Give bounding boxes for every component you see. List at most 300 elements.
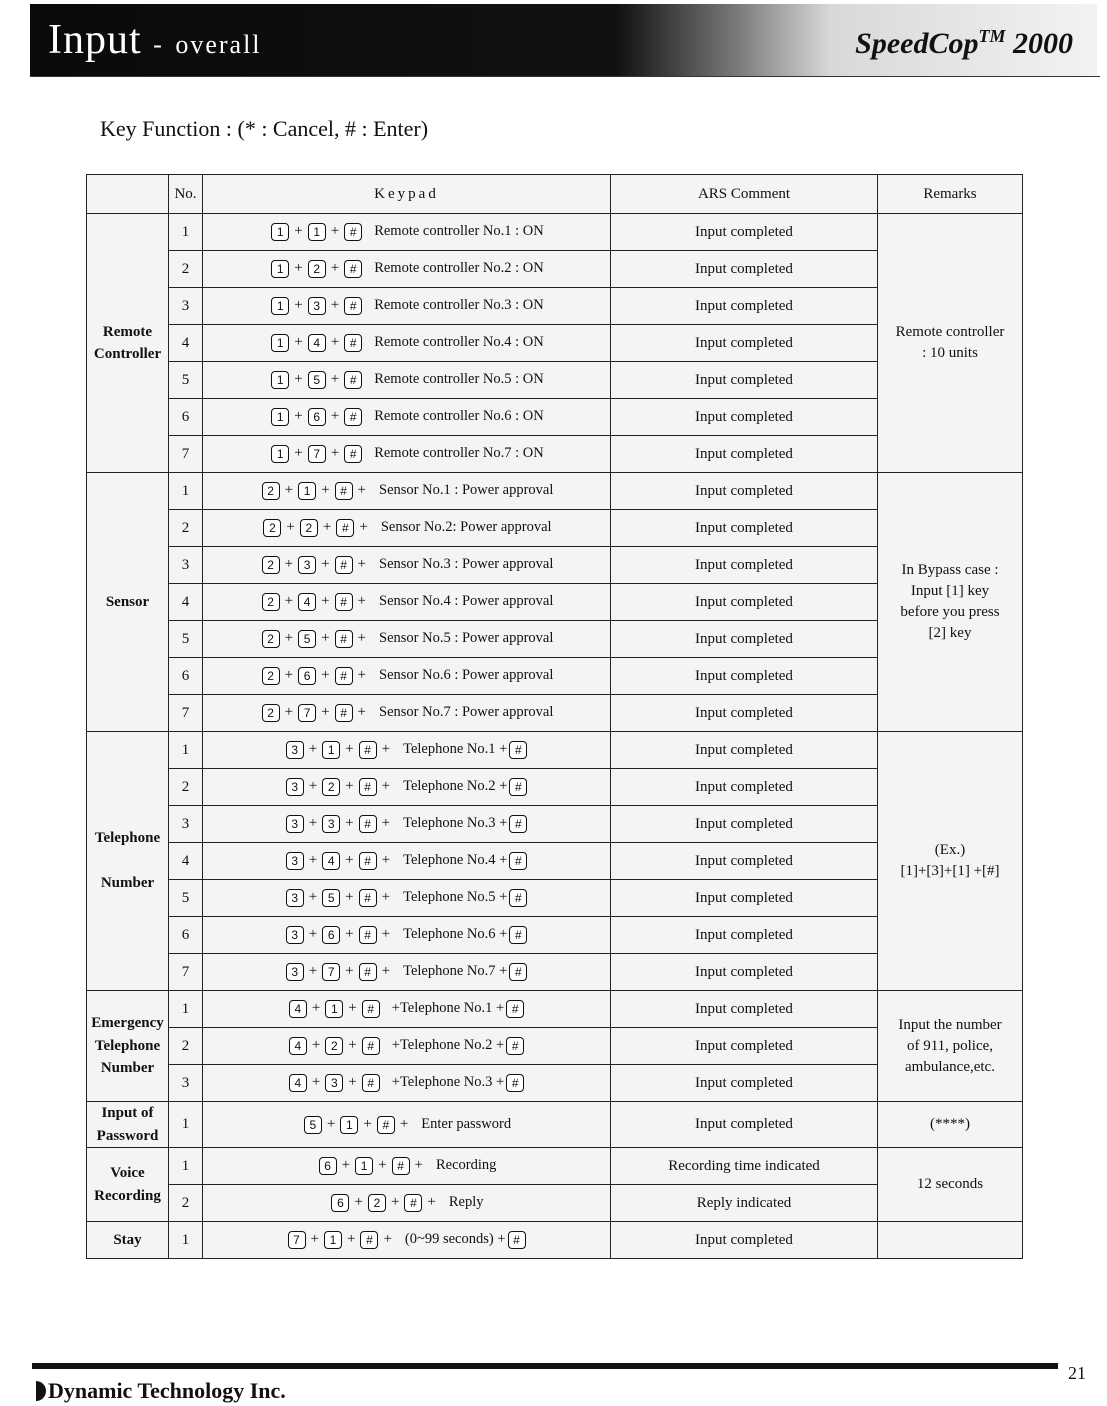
row-number: 1 bbox=[169, 473, 203, 510]
keypad-sequence bbox=[203, 732, 611, 769]
keypad-description: Sensor No.2: Power approval bbox=[380, 519, 552, 536]
keypad-description: Telephone No.3 + bbox=[403, 815, 508, 832]
key-hash-icon: # bbox=[404, 1194, 422, 1212]
key-2-icon: 2 bbox=[308, 260, 326, 278]
keypad-description: Remote controller No.1 : ON bbox=[374, 223, 544, 240]
row-number: 1 bbox=[169, 1148, 203, 1185]
key-1-icon: 1 bbox=[271, 297, 289, 315]
plus-sign: + bbox=[294, 334, 303, 351]
key-5-icon: 5 bbox=[298, 630, 316, 648]
keypad-sequence bbox=[203, 473, 611, 510]
plus-sign: + bbox=[321, 556, 330, 573]
plus-sign: + bbox=[363, 1115, 372, 1132]
ars-comment: Input completed bbox=[611, 584, 878, 621]
ars-comment: Input completed bbox=[611, 547, 878, 584]
row-number: 3 bbox=[169, 288, 203, 325]
keypad-sequence bbox=[203, 1028, 611, 1065]
plus-sign: + bbox=[345, 778, 354, 795]
brand-logo bbox=[855, 26, 1073, 61]
keypad-description: Telephone No.6 + bbox=[403, 926, 508, 943]
company-logo-icon bbox=[36, 1381, 46, 1401]
brand-year: 2000 bbox=[1013, 27, 1073, 60]
plus-sign: + bbox=[341, 1157, 351, 1174]
key-hash-icon: # bbox=[344, 334, 362, 352]
remarks-cell: (Ex.) [1]+[3]+[1] +[#] bbox=[878, 732, 1023, 991]
key-1-icon: 1 bbox=[340, 1116, 358, 1134]
key-hash-icon: # bbox=[392, 1157, 410, 1175]
key-1-icon: 1 bbox=[271, 371, 289, 389]
plus-sign: + bbox=[321, 667, 330, 684]
key-2-icon: 2 bbox=[263, 519, 281, 537]
keypad-description: Sensor No.4 : Power approval bbox=[379, 593, 554, 610]
ars-comment: Input completed bbox=[611, 621, 878, 658]
keypad-description: Enter password bbox=[421, 1115, 512, 1132]
header-ars-comment: ARS Comment bbox=[611, 175, 878, 214]
keypad-sequence bbox=[203, 1148, 611, 1185]
title-text: Input bbox=[48, 17, 142, 63]
ars-comment: Input completed bbox=[611, 436, 878, 473]
ars-comment: Input completed bbox=[611, 362, 878, 399]
plus-sign: + bbox=[308, 778, 318, 795]
plus-sign: + bbox=[357, 667, 366, 684]
row-number: 6 bbox=[169, 917, 203, 954]
plus-sign: + bbox=[311, 1037, 321, 1054]
plus-sign: + bbox=[345, 815, 354, 832]
plus-sign: + bbox=[321, 630, 330, 647]
plus-sign: + bbox=[308, 852, 318, 869]
plus-sign: + bbox=[321, 593, 330, 610]
key-hash-icon: # bbox=[335, 630, 353, 648]
key-3-icon: 3 bbox=[286, 778, 304, 796]
key-hash-icon: # bbox=[359, 815, 377, 833]
key-2-icon: 2 bbox=[262, 482, 280, 500]
ars-comment: Input completed bbox=[611, 214, 878, 251]
keypad-sequence bbox=[203, 510, 611, 547]
plus-sign: + bbox=[357, 593, 366, 610]
key-3-icon: 3 bbox=[286, 889, 304, 907]
key-1-icon: 1 bbox=[271, 334, 289, 352]
header-category bbox=[87, 175, 169, 214]
plus-sign: + bbox=[330, 408, 340, 425]
key-hash-icon: # bbox=[359, 963, 377, 981]
row-number: 3 bbox=[169, 547, 203, 584]
plus-sign: + bbox=[284, 630, 294, 647]
keypad-sequence bbox=[203, 991, 611, 1028]
row-number: 4 bbox=[169, 584, 203, 621]
keypad-description: Remote controller No.5 : ON bbox=[374, 371, 544, 388]
key-hash-icon: # bbox=[359, 778, 377, 796]
key-2-icon: 2 bbox=[262, 704, 280, 722]
ars-comment: Input completed bbox=[611, 954, 878, 991]
remarks-cell: (****) bbox=[878, 1102, 1023, 1148]
key-4-icon: 4 bbox=[289, 1074, 307, 1092]
header-banner bbox=[30, 4, 1097, 76]
key-1-icon: 1 bbox=[271, 408, 289, 426]
plus-sign: + bbox=[345, 926, 354, 943]
plus-sign: + bbox=[348, 1000, 357, 1017]
row-number: 2 bbox=[169, 769, 203, 806]
plus-sign: + bbox=[308, 926, 318, 943]
key-1-icon: 1 bbox=[355, 1157, 373, 1175]
plus-sign: + bbox=[311, 1074, 321, 1091]
plus-sign: + bbox=[284, 482, 294, 499]
keypad-sequence bbox=[203, 769, 611, 806]
plus-sign: + bbox=[284, 704, 294, 721]
plus-sign: + bbox=[321, 482, 330, 499]
key-hash-icon: # bbox=[335, 556, 353, 574]
key-hash-icon: # bbox=[336, 519, 354, 537]
key-hash-icon: # bbox=[335, 667, 353, 685]
keypad-sequence bbox=[203, 806, 611, 843]
plus-sign: + bbox=[354, 1194, 363, 1211]
plus-sign: + bbox=[345, 741, 354, 758]
brand-tm: TM bbox=[978, 26, 1006, 46]
ars-comment: Input completed bbox=[611, 732, 878, 769]
plus-sign: + bbox=[294, 408, 303, 425]
remarks-cell: In Bypass case : Input [1] key before you press [2] key bbox=[878, 473, 1023, 732]
key-hash-icon: # bbox=[362, 1000, 380, 1018]
key-function-label: Key Function : (* : Cancel, # : Enter) bbox=[100, 116, 429, 141]
key-hash-icon: # bbox=[335, 704, 353, 722]
plus-sign: + bbox=[427, 1194, 436, 1211]
keypad-sequence bbox=[203, 1065, 611, 1102]
key-2-icon: 2 bbox=[262, 630, 280, 648]
plus-sign: + bbox=[381, 852, 391, 869]
company-name bbox=[36, 1378, 286, 1404]
keypad-description: Sensor No.6 : Power approval bbox=[379, 667, 554, 684]
row-number: 7 bbox=[169, 954, 203, 991]
company-text: Dynamic Technology Inc. bbox=[48, 1378, 286, 1403]
keypad-sequence bbox=[203, 1102, 611, 1148]
key-hash-icon: # bbox=[335, 482, 353, 500]
keypad-description: Remote controller No.6 : ON bbox=[374, 408, 544, 425]
plus-sign: + bbox=[345, 852, 354, 869]
category-cell: Telephone Number bbox=[87, 732, 169, 991]
keypad-sequence bbox=[203, 954, 611, 991]
key-1-icon: 1 bbox=[271, 445, 289, 463]
key-hash-icon: # bbox=[509, 926, 527, 944]
keypad-sequence bbox=[203, 362, 611, 399]
plus-sign: + bbox=[284, 667, 294, 684]
keypad-description: Sensor No.1 : Power approval bbox=[379, 482, 554, 499]
key-2-icon: 2 bbox=[322, 778, 340, 796]
table-row bbox=[87, 1148, 1023, 1185]
key-hash-icon: # bbox=[362, 1037, 380, 1055]
plus-sign: + bbox=[310, 1231, 319, 1248]
key-6-icon: 6 bbox=[322, 926, 340, 944]
key-1-icon: 1 bbox=[298, 482, 316, 500]
key-3-icon: 3 bbox=[325, 1074, 343, 1092]
ars-comment: Input completed bbox=[611, 325, 878, 362]
title-dash: - bbox=[153, 30, 164, 59]
ars-comment: Input completed bbox=[611, 880, 878, 917]
plus-sign: + bbox=[308, 963, 318, 980]
ars-comment: Input completed bbox=[611, 1028, 878, 1065]
key-hash-icon: # bbox=[508, 1231, 526, 1249]
key-4-icon: 4 bbox=[289, 1000, 307, 1018]
key-hash-icon: # bbox=[344, 371, 362, 389]
ars-comment: Input completed bbox=[611, 695, 878, 732]
key-3-icon: 3 bbox=[286, 926, 304, 944]
key-2-icon: 2 bbox=[262, 556, 280, 574]
key-hash-icon: # bbox=[509, 889, 527, 907]
plus-sign: + bbox=[294, 371, 303, 388]
plus-sign: + bbox=[383, 1231, 392, 1248]
row-number: 6 bbox=[169, 399, 203, 436]
key-3-icon: 3 bbox=[286, 741, 304, 759]
plus-sign: + bbox=[381, 963, 391, 980]
row-number: 1 bbox=[169, 1222, 203, 1259]
key-hash-icon: # bbox=[509, 815, 527, 833]
keypad-description: Telephone No.4 + bbox=[403, 852, 508, 869]
keypad-description: +Telephone No.1 + bbox=[391, 1000, 505, 1017]
table-header-row bbox=[87, 175, 1023, 214]
key-5-icon: 5 bbox=[304, 1116, 322, 1134]
key-5-icon: 5 bbox=[322, 889, 340, 907]
header-rule bbox=[30, 76, 1100, 77]
keypad-sequence bbox=[203, 880, 611, 917]
keypad-sequence bbox=[203, 251, 611, 288]
row-number: 4 bbox=[169, 843, 203, 880]
plus-sign: + bbox=[330, 371, 340, 388]
ars-comment: Reply indicated bbox=[611, 1185, 878, 1222]
table-row bbox=[87, 214, 1023, 251]
plus-sign: + bbox=[330, 223, 340, 240]
plus-sign: + bbox=[294, 223, 303, 240]
keypad-sequence bbox=[203, 399, 611, 436]
page-number: 21 bbox=[1068, 1363, 1086, 1383]
footer-rule bbox=[32, 1363, 1058, 1369]
key-hash-icon: # bbox=[359, 926, 377, 944]
key-4-icon: 4 bbox=[298, 593, 316, 611]
keypad-description: +Telephone No.2 + bbox=[391, 1037, 505, 1054]
table-row bbox=[87, 732, 1023, 769]
keypad-description: Remote controller No.7 : ON bbox=[374, 445, 544, 462]
category-cell: Stay bbox=[87, 1222, 169, 1259]
key-hash-icon: # bbox=[509, 963, 527, 981]
brand-name: SpeedCop bbox=[855, 27, 979, 60]
ars-comment: Input completed bbox=[611, 806, 878, 843]
key-4-icon: 4 bbox=[289, 1037, 307, 1055]
key-2-icon: 2 bbox=[262, 667, 280, 685]
key-hash-icon: # bbox=[360, 1231, 378, 1249]
header-remarks: Remarks bbox=[878, 175, 1023, 214]
keypad-sequence bbox=[203, 1222, 611, 1259]
keypad-sequence bbox=[203, 1185, 611, 1222]
plus-sign: + bbox=[348, 1074, 357, 1091]
key-hash-icon: # bbox=[359, 741, 377, 759]
key-hash-icon: # bbox=[359, 889, 377, 907]
table-row bbox=[87, 1102, 1023, 1148]
remarks-cell: 12 seconds bbox=[878, 1148, 1023, 1222]
plus-sign: + bbox=[321, 704, 330, 721]
key-hash-icon: # bbox=[509, 852, 527, 870]
row-number: 3 bbox=[169, 806, 203, 843]
table-row bbox=[87, 1222, 1023, 1259]
key-3-icon: 3 bbox=[308, 297, 326, 315]
key-hash-icon: # bbox=[344, 445, 362, 463]
category-cell: Remote Controller bbox=[87, 214, 169, 473]
key-5-icon: 5 bbox=[308, 371, 326, 389]
keypad-description: Telephone No.2 + bbox=[403, 778, 508, 795]
keypad-sequence bbox=[203, 547, 611, 584]
row-number: 2 bbox=[169, 1185, 203, 1222]
key-hash-icon: # bbox=[506, 1037, 524, 1055]
plus-sign: + bbox=[308, 741, 318, 758]
plus-sign: + bbox=[294, 297, 303, 314]
plus-sign: + bbox=[326, 1115, 336, 1132]
key-3-icon: 3 bbox=[298, 556, 316, 574]
plus-sign: + bbox=[308, 889, 318, 906]
table-row bbox=[87, 473, 1023, 510]
plus-sign: + bbox=[357, 704, 366, 721]
key-hash-icon: # bbox=[377, 1116, 395, 1134]
category-cell: Voice Recording bbox=[87, 1148, 169, 1222]
plus-sign: + bbox=[330, 297, 340, 314]
plus-sign: + bbox=[381, 815, 391, 832]
key-function-table bbox=[86, 174, 1023, 1259]
plus-sign: + bbox=[381, 889, 391, 906]
key-7-icon: 7 bbox=[298, 704, 316, 722]
row-number: 1 bbox=[169, 732, 203, 769]
plus-sign: + bbox=[357, 556, 366, 573]
key-2-icon: 2 bbox=[300, 519, 318, 537]
plus-sign: + bbox=[284, 593, 294, 610]
key-1-icon: 1 bbox=[325, 1000, 343, 1018]
keypad-description: +Telephone No.3 + bbox=[391, 1074, 505, 1091]
key-6-icon: 6 bbox=[331, 1194, 349, 1212]
keypad-sequence bbox=[203, 843, 611, 880]
category-cell: Emergency Telephone Number bbox=[87, 991, 169, 1102]
key-hash-icon: # bbox=[344, 260, 362, 278]
keypad-sequence bbox=[203, 325, 611, 362]
plus-sign: + bbox=[308, 815, 318, 832]
keypad-sequence bbox=[203, 695, 611, 732]
key-6-icon: 6 bbox=[319, 1157, 337, 1175]
key-hash-icon: # bbox=[506, 1074, 524, 1092]
remarks-cell: Remote controller : 10 units bbox=[878, 214, 1023, 473]
keypad-sequence bbox=[203, 436, 611, 473]
keypad-sequence bbox=[203, 658, 611, 695]
plus-sign: + bbox=[311, 1000, 321, 1017]
keypad-description: Telephone No.1 + bbox=[403, 741, 508, 758]
keypad-description: Remote controller No.4 : ON bbox=[374, 334, 544, 351]
key-hash-icon: # bbox=[344, 297, 362, 315]
keypad-description: Telephone No.5 + bbox=[403, 889, 508, 906]
plus-sign: + bbox=[345, 963, 354, 980]
ars-comment: Input completed bbox=[611, 769, 878, 806]
row-number: 1 bbox=[169, 1102, 203, 1148]
key-7-icon: 7 bbox=[308, 445, 326, 463]
row-number: 2 bbox=[169, 251, 203, 288]
key-2-icon: 2 bbox=[325, 1037, 343, 1055]
category-cell: Input of Password bbox=[87, 1102, 169, 1148]
key-hash-icon: # bbox=[509, 778, 527, 796]
keypad-description: Reply bbox=[448, 1194, 484, 1211]
row-number: 1 bbox=[169, 991, 203, 1028]
plus-sign: + bbox=[357, 482, 366, 499]
ars-comment: Input completed bbox=[611, 399, 878, 436]
key-6-icon: 6 bbox=[308, 408, 326, 426]
row-number: 7 bbox=[169, 695, 203, 732]
keypad-description: Telephone No.7 + bbox=[403, 963, 508, 980]
row-number: 2 bbox=[169, 1028, 203, 1065]
key-3-icon: 3 bbox=[322, 815, 340, 833]
header-no: No. bbox=[169, 175, 203, 214]
plus-sign: + bbox=[294, 445, 303, 462]
keypad-sequence bbox=[203, 917, 611, 954]
row-number: 7 bbox=[169, 436, 203, 473]
plus-sign: + bbox=[414, 1157, 423, 1174]
key-hash-icon: # bbox=[344, 223, 362, 241]
ars-comment: Input completed bbox=[611, 251, 878, 288]
keypad-sequence bbox=[203, 288, 611, 325]
keypad-description: Sensor No.5 : Power approval bbox=[379, 630, 554, 647]
row-number: 4 bbox=[169, 325, 203, 362]
key-1-icon: 1 bbox=[322, 741, 340, 759]
row-number: 6 bbox=[169, 658, 203, 695]
ars-comment: Input completed bbox=[611, 510, 878, 547]
row-number: 5 bbox=[169, 362, 203, 399]
keypad-sequence bbox=[203, 584, 611, 621]
keypad-description: Sensor No.7 : Power approval bbox=[379, 704, 554, 721]
key-6-icon: 6 bbox=[298, 667, 316, 685]
key-3-icon: 3 bbox=[286, 963, 304, 981]
page-title bbox=[48, 16, 262, 64]
plus-sign: + bbox=[390, 1194, 400, 1211]
key-1-icon: 1 bbox=[271, 260, 289, 278]
key-4-icon: 4 bbox=[308, 334, 326, 352]
keypad-sequence bbox=[203, 214, 611, 251]
key-2-icon: 2 bbox=[368, 1194, 386, 1212]
ars-comment: Input completed bbox=[611, 1222, 878, 1259]
key-3-icon: 3 bbox=[286, 815, 304, 833]
plus-sign: + bbox=[381, 741, 391, 758]
plus-sign: + bbox=[381, 926, 391, 943]
ars-comment: Input completed bbox=[611, 1065, 878, 1102]
keypad-description: Sensor No.3 : Power approval bbox=[379, 556, 554, 573]
row-number: 3 bbox=[169, 1065, 203, 1102]
key-1-icon: 1 bbox=[271, 223, 289, 241]
key-hash-icon: # bbox=[362, 1074, 380, 1092]
key-1-icon: 1 bbox=[308, 223, 326, 241]
plus-sign: + bbox=[357, 630, 366, 647]
ars-comment: Input completed bbox=[611, 843, 878, 880]
key-hash-icon: # bbox=[506, 1000, 524, 1018]
key-3-icon: 3 bbox=[286, 852, 304, 870]
plus-sign: + bbox=[330, 260, 340, 277]
plus-sign: + bbox=[346, 1231, 356, 1248]
key-2-icon: 2 bbox=[262, 593, 280, 611]
keypad-description: Remote controller No.2 : ON bbox=[374, 260, 544, 277]
plus-sign: + bbox=[378, 1157, 387, 1174]
row-number: 5 bbox=[169, 880, 203, 917]
key-hash-icon: # bbox=[509, 741, 527, 759]
keypad-sequence bbox=[203, 621, 611, 658]
keypad-description: Remote controller No.3 : ON bbox=[374, 297, 544, 314]
plus-sign: + bbox=[330, 334, 340, 351]
plus-sign: + bbox=[345, 889, 354, 906]
header-keypad: Keypad bbox=[203, 175, 611, 214]
title-subtitle: overall bbox=[175, 30, 262, 59]
category-cell: Sensor bbox=[87, 473, 169, 732]
remarks-cell bbox=[878, 1222, 1023, 1259]
row-number: 1 bbox=[169, 214, 203, 251]
keypad-description: Recording bbox=[436, 1157, 497, 1174]
key-1-icon: 1 bbox=[324, 1231, 342, 1249]
remarks-cell: Input the number of 911, police, ambulance,etc. bbox=[878, 991, 1023, 1102]
plus-sign: + bbox=[381, 778, 391, 795]
